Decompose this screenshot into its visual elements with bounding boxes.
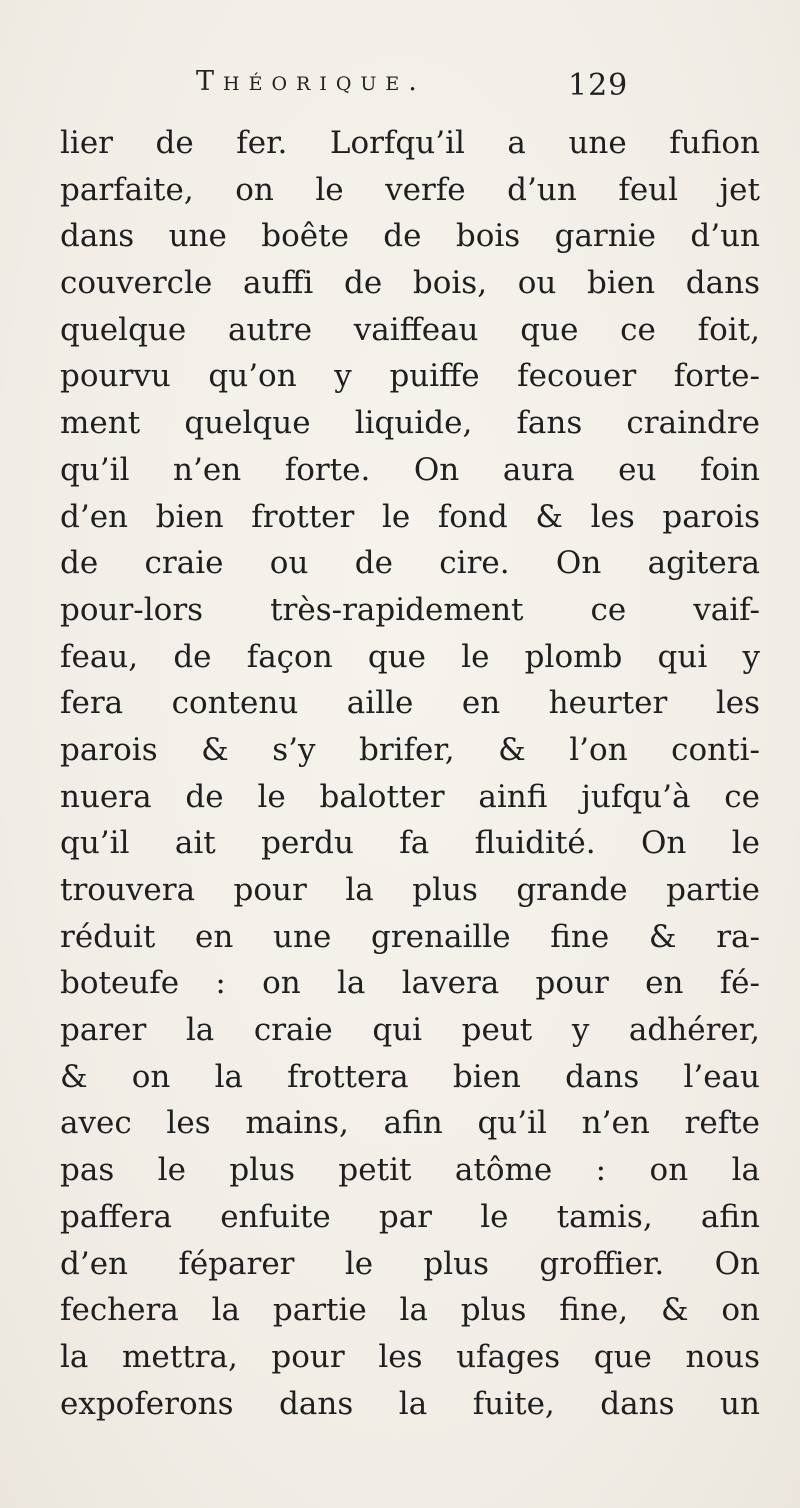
text-line: pour-lors très-rapidement ce vaif- [60,591,760,628]
page-header [0,66,800,110]
text-line: de craie ou de cire. On agitera [60,545,760,582]
text-line: fechera la partie la plus fine, & on [60,1292,760,1329]
running-title: Théorique. [196,66,426,97]
text-line: pourvu qu’on y puiffe fecouer forte- [60,358,760,395]
text-line: la mettra, pour les ufages que nous [60,1338,760,1375]
text-line: couvercle auffi de bois, ou bien dans [60,265,760,302]
text-line: quelque autre vaiffeau que ce foit, [60,311,760,348]
text-line: avec les mains, afin qu’il n’en refte [60,1105,760,1142]
text-line: fera contenu aille en heurter les [60,685,760,722]
text-line: d’en féparer le plus groffier. On [60,1245,760,1282]
page-number: 129 [568,68,629,103]
text-line: pas le plus petit atôme : on la [60,1152,760,1189]
text-line: dans une boête de bois garnie d’un [60,218,760,255]
body-text [60,120,760,1427]
text-line: lier de fer. Lorfqu’il a une fufion [60,125,760,161]
text-line: & on la frottera bien dans l’eau [60,1058,760,1095]
text-line: qu’il n’en forte. On aura eu foin [60,451,760,488]
text-line: réduit en une grenaille fine & ra- [60,918,760,955]
text-line: d’en bien frotter le fond & les parois [60,498,760,535]
text-line: parois & s’y brifer, & l’on conti- [60,731,760,768]
text-line: qu’il ait perdu fa fluidité. On le [60,825,760,862]
text-line: nuera de le balotter ainfi jufqu’à ce [60,778,760,815]
text-line: feau, de façon que le plomb qui y [60,638,760,675]
text-line: boteufe : on la lavera pour en fé- [60,965,760,1002]
text-line: trouvera pour la plus grande partie [60,872,760,908]
text-line: parfaite, on le verfe d’un feul jet [60,171,760,208]
text-line: paffera enfuite par le tamis, afin [60,1198,760,1235]
text-line: parer la craie qui peut y adhérer, [60,1012,760,1049]
text-line: ment quelque liquide, fans craindre [60,405,760,442]
text-line: expoferons dans la fuite, dans un [60,1385,760,1422]
